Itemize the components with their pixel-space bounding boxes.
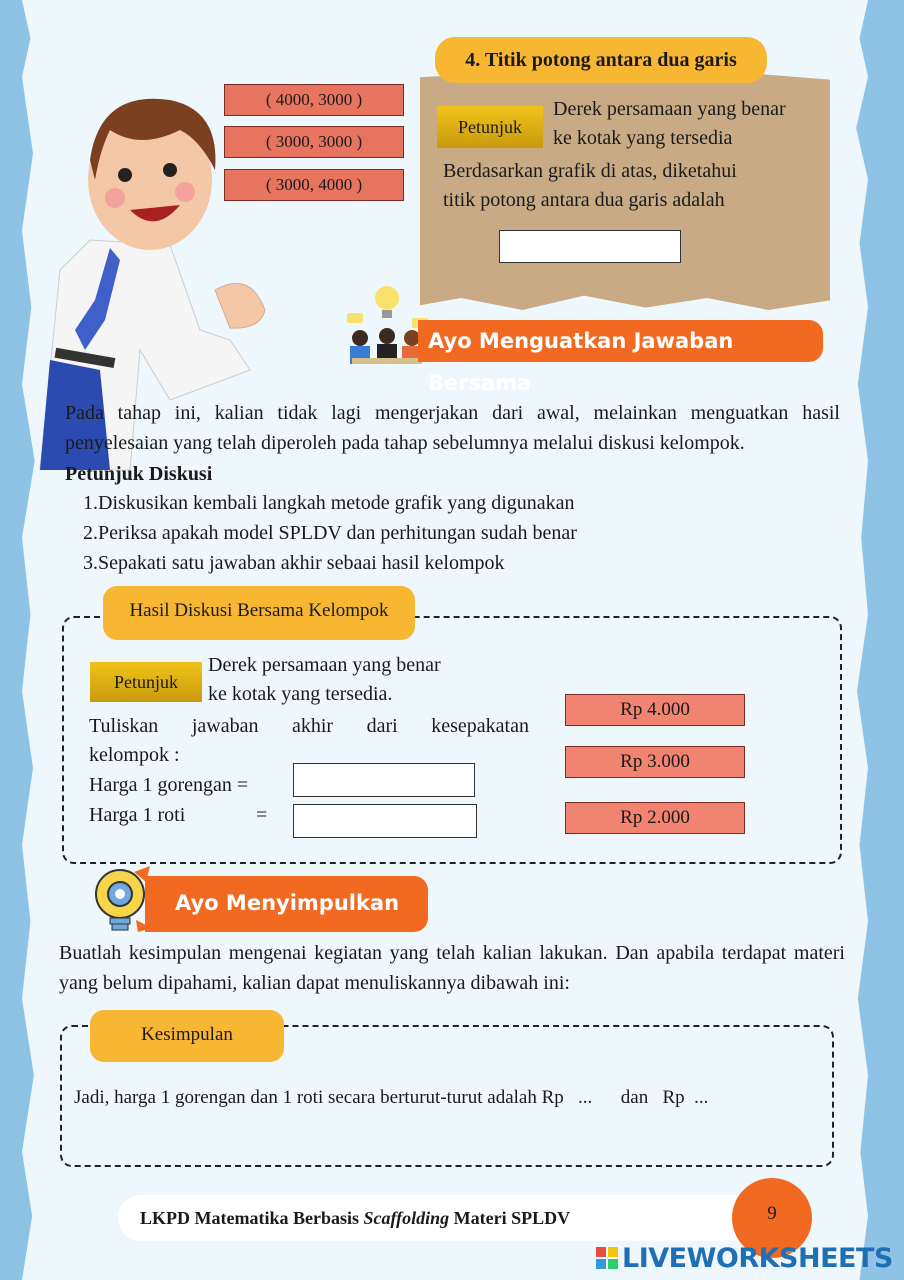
liveworksheets-icon [596, 1247, 618, 1269]
discussion-instructions-heading: Petunjuk Diskusi [65, 463, 213, 485]
gorengan-price-label: Harga 1 gorengan = [89, 774, 249, 796]
group-result-instruction: Tuliskan jawaban akhir dari kesepakatan [89, 715, 529, 737]
section-4-hint-text: Derek persamaan yang benar ke kotak yang tersedia [553, 98, 786, 149]
ayo-menyimpulkan-banner: Ayo Menyimpulkan [145, 876, 428, 932]
section-4-question: Berdasarkan grafik di atas, diketahui titik potong antara dua garis adalah [443, 160, 737, 211]
price-option-2000[interactable]: Rp 2.000 [565, 802, 745, 834]
group-result-instruction-cont: kelompok : [89, 744, 180, 766]
petunjuk-label: Petunjuk [437, 106, 543, 148]
roti-price-label: Harga 1 roti [89, 804, 186, 826]
discussion-instructions-list [83, 488, 577, 578]
price-option-3000[interactable]: Rp 3.000 [565, 746, 745, 778]
conclusion-sentence: Jadi, harga 1 gorengan dan 1 roti secara berturut-turut adalah Rp ... dan Rp ... [74, 1087, 709, 1108]
answer-option-4000-3000[interactable]: ( 4000, 3000 ) [224, 84, 404, 116]
intersection-answer-box[interactable] [499, 230, 681, 263]
ayo-menguatkan-banner: Ayo Menguatkan Jawaban Bersama [418, 320, 823, 362]
section-4-title: 4. Titik potong antara dua garis [435, 37, 767, 83]
intro-paragraph: Pada tahap ini, kalian tidak lagi mengerjakan dari awal, melainkan menguatkan hasil penyelesaian yang telah diperoleh pada tahap sebelumnya melalui diskusi kelompok. [65, 402, 840, 454]
instruction-item: 3.Sepakati satu jawaban akhir sebaai hasil kelompok [83, 552, 505, 574]
answer-option-3000-3000[interactable]: ( 3000, 3000 ) [224, 126, 404, 158]
conclusion-instruction: Buatlah kesimpulan mengenai kegiatan yang telah kalian lakukan. Dan apabila terdapat materi yang belum dipahami, kalian dapat menuliskannya dibawah ini: [59, 942, 845, 994]
page-number-badge: 9 [732, 1178, 812, 1258]
answer-option-3000-4000[interactable]: ( 3000, 4000 ) [224, 169, 404, 201]
hasil-diskusi-label: Hasil Diskusi Bersama Kelompok [103, 586, 415, 640]
footer-title: LKPD Matematika Berbasis Scaffolding Materi SPLDV [140, 1208, 571, 1228]
gorengan-answer-box[interactable] [293, 763, 475, 797]
liveworksheets-logo: LIVEWORKSHEETS [596, 1240, 893, 1276]
lightbulb-gear-icon [84, 864, 156, 936]
instruction-item: 2.Periksa apakah model SPLDV dan perhitungan sudah benar [83, 522, 577, 544]
roti-answer-box[interactable] [293, 804, 477, 838]
price-option-4000[interactable]: Rp 4.000 [565, 694, 745, 726]
petunjuk-label: Petunjuk [90, 662, 202, 702]
group-result-hint-text: Derek persamaan yang benar ke kotak yang tersedia. [208, 654, 441, 705]
equals-sign: = [256, 804, 268, 826]
instruction-item: 1.Diskusikan kembali langkah metode grafik yang digunakan [83, 492, 575, 514]
kesimpulan-label: Kesimpulan [90, 1010, 284, 1062]
